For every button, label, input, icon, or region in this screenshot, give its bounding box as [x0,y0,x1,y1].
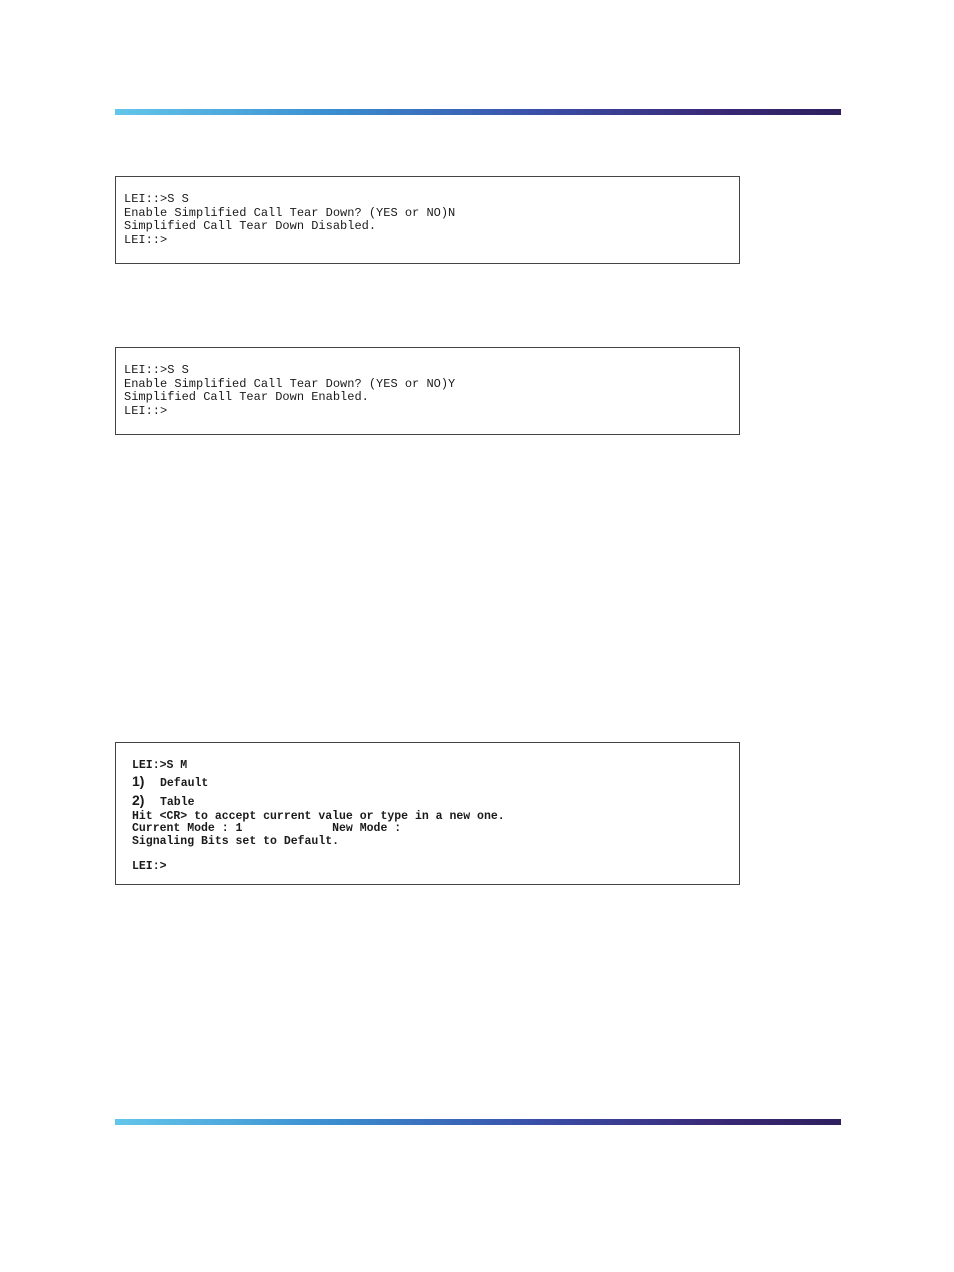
console-line: Enable Simplified Call Tear Down? (YES or NO)Y [124,376,456,391]
option-label: Table [160,795,195,809]
console-output-signaling-mode [115,742,740,885]
footer-rule [115,1119,841,1125]
option-number: 1) [132,772,145,789]
console-line: LEI::> [124,403,168,418]
console-end-prompt: LEI:> [132,860,167,874]
console-prompt: Hit <CR> to accept current value or type in a new one. [132,809,505,823]
console-output-enabled [115,347,740,435]
console-line: LEI::>S S [124,192,189,206]
console-output-disabled [115,176,740,264]
option-table [132,792,739,811]
console-mode-line: Current Mode : 1 New Mode : [132,822,402,836]
console-result: Signaling Bits set to Default. [132,834,340,848]
console-line: LEI::>S S [124,363,189,377]
blank-line [132,848,739,861]
header-rule [115,109,841,115]
option-label: Default [160,776,209,790]
console-line: Simplified Call Tear Down Disabled. [124,219,377,234]
console-line: LEI::> [124,232,168,247]
console-line: Enable Simplified Call Tear Down? (YES or NO)N [124,205,456,220]
option-default [132,773,739,792]
console-line: Simplified Call Tear Down Enabled. [124,390,369,405]
console-command: LEI:>S M [132,759,188,772]
option-number: 2) [132,791,145,808]
